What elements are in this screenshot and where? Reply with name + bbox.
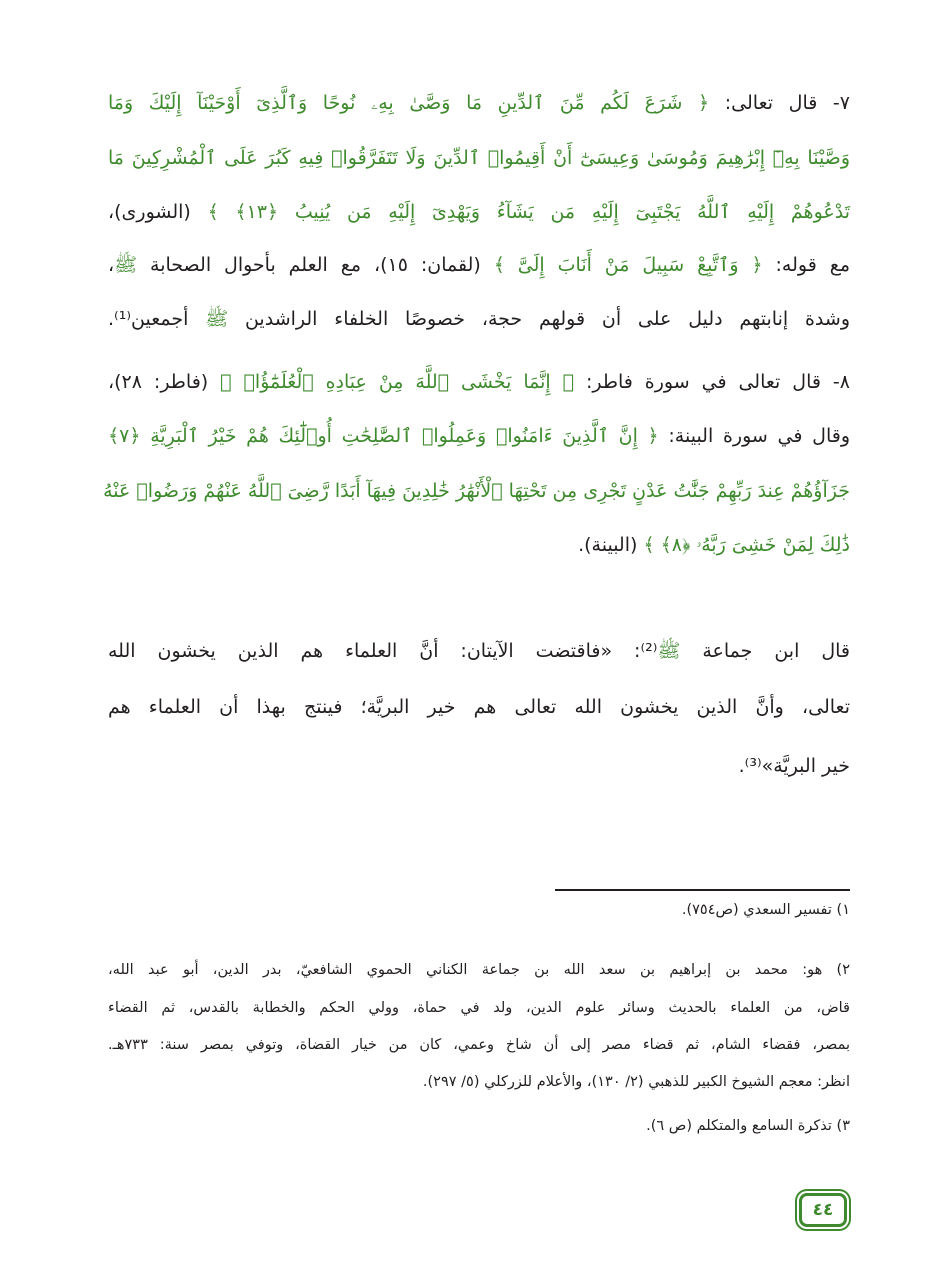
text-line: [108, 304, 850, 334]
text-line: [108, 197, 850, 227]
quran-verse: جَزَآؤُهُمْ عِندَ رَبِّهِمْ جَنَّٰتُ عَدْنٍ تَجْرِى مِن تَحْتِهَا ٱلْأَنْهَٰرُ خَٰلِدِينَ فِيهَآ أَبَدًا رَّضِىَ ٱللَّهُ عَنْهُمْ وَرَضُوا۟ عَنْهُ: [103, 480, 850, 502]
quran-verse: ﷺ: [114, 254, 138, 276]
body-text: مع قوله:: [762, 254, 850, 276]
footnote-line: قاض، من العلماء بالحديث وسائر علوم الدين، ولد في حماة، وولي الحكم والخطابة بالقدس، ثم القضاء: [108, 1000, 850, 1016]
quran-verse: ﷺ: [205, 308, 229, 330]
body-text: ٨- قال تعالى في سورة فاطر:: [574, 371, 850, 393]
body-text: وقال في سورة البينة:: [658, 425, 850, 447]
body-text: خير البريَّة»⁽³⁾.: [738, 755, 850, 777]
text-line: [108, 421, 850, 451]
text-line: [108, 250, 850, 280]
quran-verse: تَدْعُوهُمْ إِلَيْهِ ٱللَّهُ يَجْتَبِىٓ إِلَيْهِ مَن يَشَآءُ وَيَهْدِىٓ إِلَيْهِ مَن يُنِيبُ ﴿١٣﴾ ﴾: [207, 201, 850, 223]
quran-verse: وَصَّيْنَا بِهِۦٓ إِبْرَٰهِيمَ وَمُوسَىٰ وَعِيسَىٰٓ أَنْ أَقِيمُوا۟ ٱلدِّينَ وَلَا تَتَفَرَّقُوا۟ فِيهِ كَبُرَ عَلَى ٱلْمُشْرِكِينَ مَا: [108, 147, 850, 169]
quran-verse: ﴿ وَٱتَّبِعْ سَبِيلَ مَنْ أَنَابَ إِلَىَّ ﴾: [493, 254, 763, 276]
text-line: [108, 692, 850, 722]
body-text: تعالى، وأنَّ الذين يخشون الله تعالى هم خير البريَّة؛ فينتج بهذا أن العلماء هم: [108, 696, 850, 718]
page-number: ٤٤: [799, 1193, 847, 1227]
body-text: (فاطر: ٢٨)،: [108, 371, 221, 393]
text-line: [108, 636, 850, 666]
body-text: وشدة إنابتهم دليل على أن قولهم حجة، خصوصًا الخلفاء الراشدين: [228, 308, 851, 330]
quran-verse: ﷺ: [657, 640, 681, 662]
body-text: (لقمان: ١٥)، مع العلم بأحوال الصحابة: [137, 254, 494, 276]
body-text: ⁽²⁾: «فاقتضت الآيتان: أنَّ العلماء هم الذين يخشون الله: [108, 640, 658, 662]
body-text: ٧- قال تعالى:: [709, 92, 851, 114]
text-line: [108, 367, 850, 397]
quran-verse: ﴿ شَرَعَ لَكُم مِّنَ ٱلدِّينِ مَا وَصَّىٰ بِهِۦ نُوحًا وَٱلَّذِىٓ أَوْحَيْنَآ إِلَيْكَ وَمَا: [108, 92, 710, 114]
body-text: (البينة).: [578, 534, 644, 556]
footnote-line: ٢) هو: محمد بن إبراهيم بن سعد الله بن جماعة الكناني الحموي الشافعيّ، بدر الدين، أبو عبد الله،: [108, 962, 850, 978]
body-text: ،: [108, 254, 115, 276]
footnote-line: ١) تفسير السعدي (ص٧٥٤).: [681, 902, 850, 918]
quran-verse: ﴿ إِنَّ ٱلَّذِينَ ءَامَنُوا۟ وَعَمِلُوا۟ ٱلصَّٰلِحَٰتِ أُو۟لَٰٓئِكَ هُمْ خَيْرُ ٱلْبَرِيَّةِ ﴿٧﴾: [108, 425, 659, 447]
footnote-line: انظر: معجم الشيوخ الكبير للذهبي (٢/ ١٣٠)، والأعلام للزركلي (٥/ ٢٩٧).: [422, 1074, 850, 1090]
footnote-line: ٣) تذكرة السامع والمتكلم (ص ٦).: [646, 1118, 850, 1134]
text-line: [108, 88, 850, 118]
quran-verse: ذَٰلِكَ لِمَنْ خَشِىَ رَبَّهُۥ ﴿٨﴾ ﴾: [643, 534, 850, 556]
footnote-line: بمصر، فقضاء الشام، ثم قضاء مصر إلى أن شاخ وعمي، كان من خيار القضاة، وتوفي بمصر سنة: ٧٣٣هـ.: [108, 1037, 850, 1053]
body-text: أجمعين⁽¹⁾.: [108, 308, 206, 330]
text-line: [108, 143, 850, 173]
body-text: (الشورى)،: [108, 201, 208, 223]
text-line: [108, 530, 850, 560]
quran-verse: ﴿ إِنَّمَا يَخْشَى ٱللَّهَ مِنْ عِبَادِهِ ٱلْعُلَمَٰٓؤُا۟ ﴾: [220, 371, 575, 393]
body-text: قال ابن جماعة: [680, 640, 850, 662]
text-line: [103, 476, 850, 506]
text-line: [108, 751, 850, 781]
footnote-separator: [555, 889, 850, 891]
